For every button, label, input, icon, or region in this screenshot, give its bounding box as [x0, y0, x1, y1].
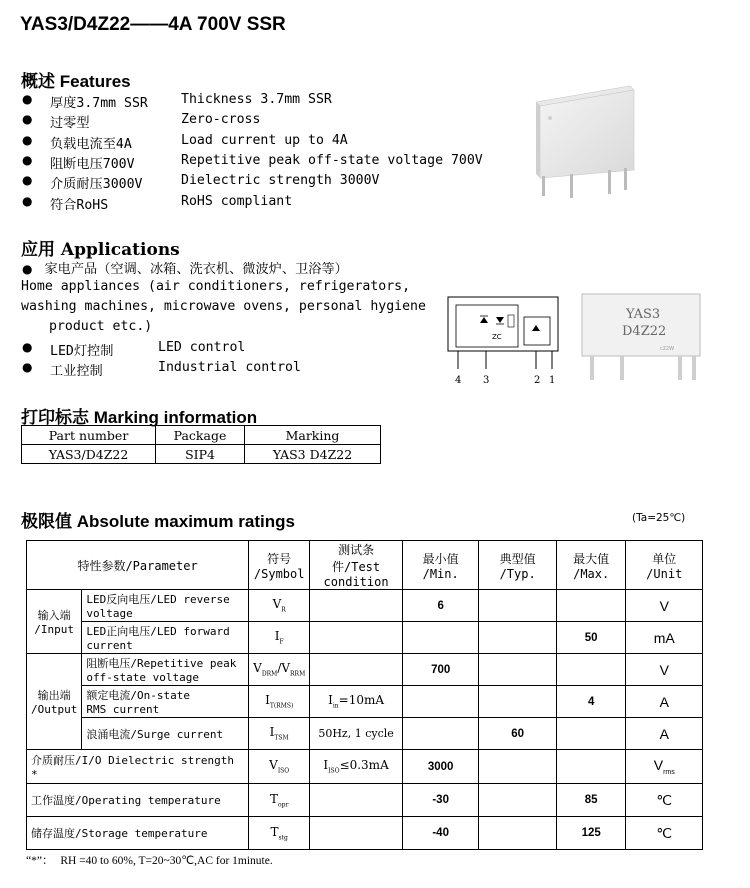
table-row: [27, 784, 703, 817]
zc-label: ZC: [492, 333, 502, 341]
condition-cell: [310, 784, 403, 817]
app-item-appliances-en-3: product etc.): [49, 319, 153, 334]
table-cell: SIP4: [156, 445, 245, 464]
symbol-cell: $T_{opr}$: [249, 784, 310, 817]
table-cell: YAS3 D4Z22: [245, 445, 381, 464]
group-label-output: 输出端 /Output: [27, 654, 82, 750]
condition-cell: [310, 622, 403, 654]
footnote-mark: “*”：: [26, 855, 54, 867]
table-header: Part number: [22, 426, 156, 445]
ratings-table: [26, 540, 703, 850]
table-row: [22, 445, 381, 464]
unit-cell: ℃: [626, 784, 703, 817]
features-heading: [21, 67, 131, 92]
table-header: 最大值 /Max.: [556, 541, 626, 590]
typ-cell: [479, 686, 556, 718]
unit-cell: A: [626, 686, 703, 718]
table-header: 单位 /Unit: [626, 541, 703, 590]
table-row: [27, 750, 703, 784]
min-cell: 6: [402, 590, 478, 622]
ratings-heading: [21, 507, 295, 532]
param-cell: 阻断电压/Repetitive peak off-state voltage: [82, 654, 249, 686]
table-row: [27, 718, 703, 750]
page-title: YAS3/D4Z22——4A 700V SSR: [20, 14, 286, 35]
condition-cell: [310, 590, 403, 622]
group-label-input: 输入端 /Input: [27, 590, 82, 654]
typ-cell: [479, 750, 556, 784]
param-cell: 额定电流/On-state RMS current: [82, 686, 249, 718]
table-header: 最小值 /Min.: [402, 541, 478, 590]
symbol-cell: $I_F$: [249, 622, 310, 654]
table-row: [27, 686, 703, 718]
condition-cell: $I_{in}=10mA$: [310, 686, 403, 718]
applications-heading: [21, 235, 180, 260]
param-cell: 浪涌电流/Surge current: [82, 718, 249, 750]
app-item-appliances: ● 家电产品（空调、冰箱、洗衣机、微波炉、卫浴等）: [22, 262, 348, 277]
ta-note: (Ta=25℃): [632, 512, 686, 524]
pin-label: 4: [455, 375, 462, 386]
param-cell: 工作温度/Operating temperature: [27, 784, 249, 817]
module-marking-line1: YAS3: [626, 307, 661, 322]
marking-heading-en: Marking information: [93, 408, 258, 427]
min-cell: 700: [402, 654, 478, 686]
pin-label: 2: [534, 375, 541, 386]
min-cell: [402, 622, 478, 654]
symbol-cell: $T_{stg}$: [249, 817, 310, 850]
symbol-cell: $V_{DRM}/V_{RRM}$: [249, 654, 310, 686]
applications-heading-zh: 应用: [21, 240, 55, 260]
features-heading-zh: 概述: [21, 72, 55, 92]
table-row: [27, 817, 703, 850]
symbol-cell: $I_{T(RMS)}$: [249, 686, 310, 718]
table-header: 符号 /Symbol: [249, 541, 310, 590]
footnote: [26, 852, 273, 868]
app-item-appliances-en-2: washing machines, microwave ovens, personal hygiene: [21, 299, 426, 314]
condition-cell: $I_{ISO}\le 0.3mA$: [310, 750, 403, 784]
unit-cell: V: [626, 654, 703, 686]
param-cell: LED反向电压/LED reverse voltage: [82, 590, 249, 622]
features-heading-en: Features: [59, 72, 131, 91]
max-cell: [556, 750, 626, 784]
max-cell: [556, 718, 626, 750]
unit-cell: $V_{rms}$: [626, 750, 703, 784]
table-header-row: [27, 541, 703, 590]
table-row: [27, 654, 703, 686]
unit-cell: A: [626, 718, 703, 750]
pin-label: 3: [483, 375, 490, 386]
table-header: Marking: [245, 426, 381, 445]
table-header: 典型值 /Typ.: [479, 541, 556, 590]
min-cell: 3000: [402, 750, 478, 784]
min-cell: [402, 686, 478, 718]
footnote-text: RH =40 to 60%, T=20~30℃,AC for 1minute.: [60, 855, 273, 867]
max-cell: 125: [556, 817, 626, 850]
table-cell: YAS3/D4Z22: [22, 445, 156, 464]
table-row: [22, 426, 381, 445]
ratings-heading-en: Absolute maximum ratings: [76, 512, 295, 531]
marking-table: [21, 425, 381, 464]
max-cell: [556, 654, 626, 686]
module-marking-image: [578, 292, 706, 386]
max-cell: 4: [556, 686, 626, 718]
marking-heading-zh: 打印标志: [21, 408, 89, 428]
pin-label: 1: [549, 375, 556, 386]
typ-cell: [479, 590, 556, 622]
condition-cell: [310, 817, 403, 850]
app-item-appliances-en-1: Home appliances (air conditioners, refrigerators,: [21, 279, 411, 294]
ratings-heading-zh: 极限值: [21, 512, 72, 532]
unit-cell: V: [626, 590, 703, 622]
min-cell: -40: [402, 817, 478, 850]
table-header: Package: [156, 426, 245, 445]
circuit-diagram: [444, 293, 564, 388]
max-cell: 50: [556, 622, 626, 654]
condition-cell: 50Hz, 1 cycle: [310, 718, 403, 750]
symbol-cell: $V_R$: [249, 590, 310, 622]
param-cell: 介质耐压/I/O Dielectric strength *: [27, 750, 249, 784]
max-cell: 85: [556, 784, 626, 817]
typ-cell: [479, 654, 556, 686]
min-cell: [402, 718, 478, 750]
table-row: [27, 590, 703, 622]
typ-cell: 60: [479, 718, 556, 750]
table-row: [27, 622, 703, 654]
table-header: 测试条件/Test condition: [310, 541, 403, 590]
module-marking-line2: D4Z22: [622, 324, 667, 339]
module-marking-small: c22W: [660, 346, 675, 352]
app-item-industrial: ● 工业控制 Industrial control: [22, 360, 301, 379]
symbol-cell: $V_{ISO}$: [249, 750, 310, 784]
typ-cell: [479, 784, 556, 817]
app-item-led: ● LED灯控制 LED control: [22, 340, 246, 359]
max-cell: [556, 590, 626, 622]
typ-cell: [479, 622, 556, 654]
product-photo: [530, 82, 640, 212]
typ-cell: [479, 817, 556, 850]
param-cell: LED正向电压/LED forward current: [82, 622, 249, 654]
table-header: 特性参数/Parameter: [27, 541, 249, 590]
applications-heading-en: Applications: [60, 240, 180, 260]
min-cell: -30: [402, 784, 478, 817]
symbol-cell: $I_{TSM}$: [249, 718, 310, 750]
unit-cell: ℃: [626, 817, 703, 850]
condition-cell: [310, 654, 403, 686]
param-cell: 储存温度/Storage temperature: [27, 817, 249, 850]
unit-cell: mA: [626, 622, 703, 654]
